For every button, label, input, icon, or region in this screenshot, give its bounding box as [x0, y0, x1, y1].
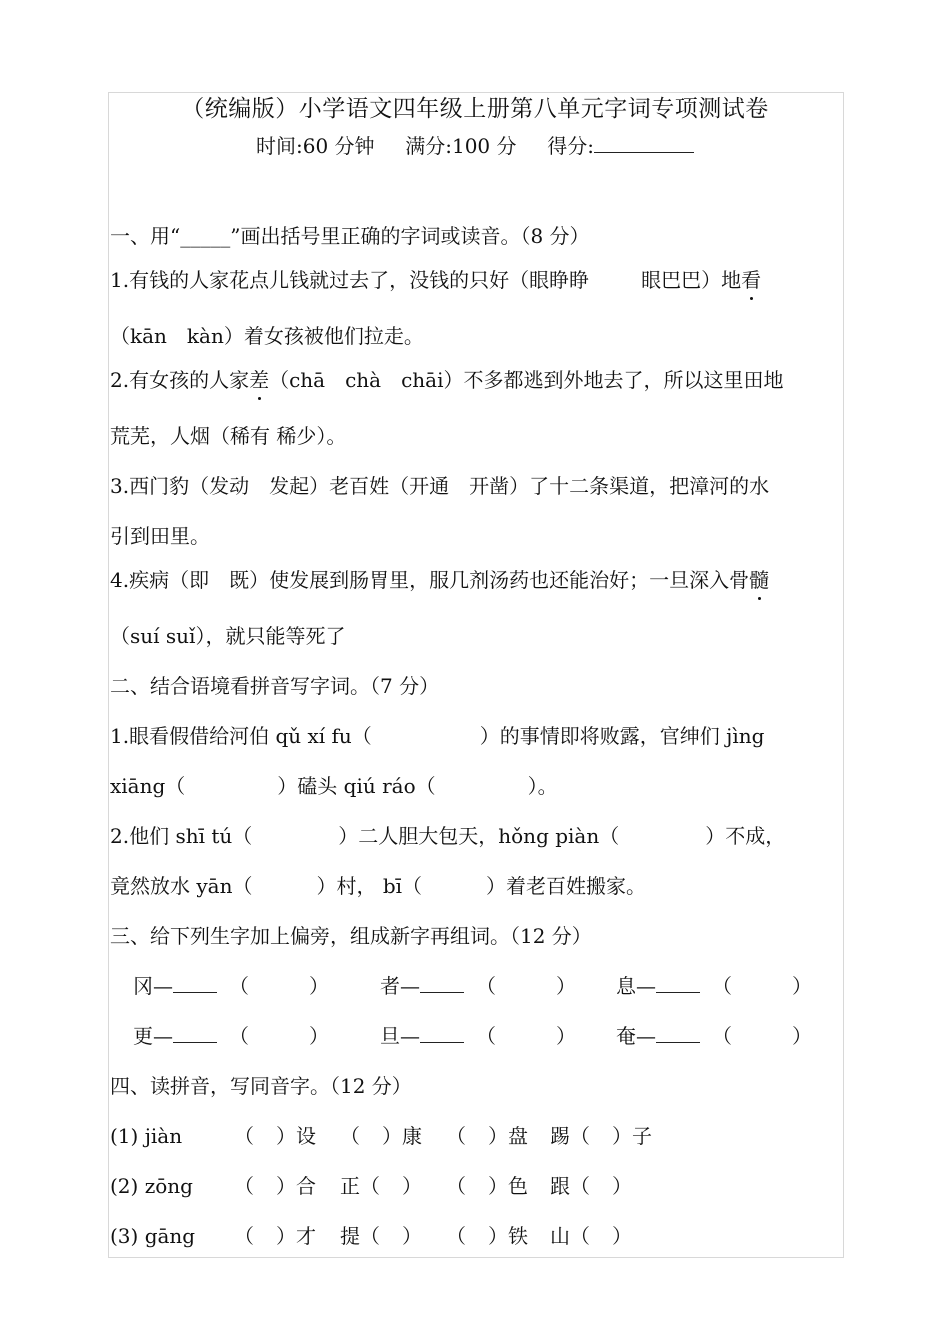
score-label: 得分: — [547, 134, 594, 158]
s1-question-4-cont: （suí suǐ），就只能等死了 — [110, 624, 346, 648]
page-title: （统编版）小学语文四年级上册第八单元字词专项测试卷 — [181, 96, 769, 122]
homophone-row-1: (1) jiàn （ ）设 （ ）康 （ ）盘 踢（ ）子 — [110, 1124, 652, 1148]
time-limit: 时间:60 分钟 — [255, 134, 375, 158]
s2-question-1: 1.眼看假借给河伯 qǔ xí fu（ ）的事情即将败露，官绅们 jìng — [110, 724, 765, 748]
emphasis-char: 髓 — [749, 568, 770, 592]
s1-question-2-cont: 荒芜，人烟（稀有 稀少）。 — [110, 424, 347, 448]
s1-question-3-cont: 引到田里。 — [110, 524, 210, 548]
emphasis-char: 看 — [741, 268, 762, 292]
score-blank[interactable] — [594, 134, 694, 153]
homophone-row-2: (2) zōng （ ）合 正（ ） （ ）色 跟（ ） — [110, 1174, 632, 1198]
char-blank[interactable] — [420, 1026, 464, 1043]
char-blank[interactable] — [173, 1026, 217, 1043]
section-1-heading: 一、用“_____”画出括号里正确的字词或读音。（8 分） — [110, 224, 590, 248]
char-blank[interactable] — [656, 1026, 700, 1043]
homophone-row-3: (3) gāng （ ）才 提（ ） （ ）铁 山（ ） — [110, 1224, 632, 1248]
emphasis-char: 差 — [249, 368, 270, 392]
underline-sample: _____ — [180, 224, 231, 248]
section-4-heading: 四、读拼音，写同音字。（12 分） — [110, 1074, 412, 1098]
radical-item: 更— （ ） — [133, 1024, 329, 1048]
s1-question-1-cont: （kān kàn）着女孩被他们拉走。 — [110, 324, 424, 348]
s1-question-2: 2.有女孩的人家差（chā chà chāi）不多都逃到外地去了，所以这里田地 — [110, 368, 784, 392]
s2-question-2-cont: 竟然放水 yān（ ）村， bī（ ）着老百姓搬家。 — [110, 874, 647, 898]
char-blank[interactable] — [173, 976, 217, 993]
char-blank[interactable] — [420, 976, 464, 993]
radical-item: 旦— （ ） — [380, 1024, 576, 1048]
char-blank[interactable] — [656, 976, 700, 993]
full-score: 满分:100 分 — [405, 134, 517, 158]
radical-item: 奄— （ ） — [616, 1024, 812, 1048]
s1-question-3: 3.西门豹（发动 发起）老百姓（开通 开凿）了十二条渠道，把漳河的水 — [110, 474, 770, 498]
s2-question-2: 2.他们 shī tú（ ）二人胆大包天，hǒng piàn（ ）不成， — [110, 824, 786, 848]
section-2-heading: 二、结合语境看拼音写字词。（7 分） — [110, 674, 440, 698]
exam-meta — [108, 130, 842, 159]
s1-question-4: 4.疾病（即 既）使发展到肠胃里，服几剂汤药也还能治好；一旦深入骨髓 — [110, 568, 770, 592]
radical-item: 息— （ ） — [616, 974, 812, 998]
radical-item: 者— （ ） — [380, 974, 576, 998]
section-3-heading: 三、给下列生字加上偏旁，组成新字再组词。（12 分） — [110, 924, 592, 948]
s1-question-1: 1.有钱的人家花点儿钱就过去了，没钱的只好（眼睁睁 眼巴巴）地看 — [110, 268, 762, 292]
s2-question-1-cont: xiāng（ ）磕头 qiú ráo（ ）。 — [110, 774, 558, 798]
radical-item: 冈— （ ） — [133, 974, 329, 998]
